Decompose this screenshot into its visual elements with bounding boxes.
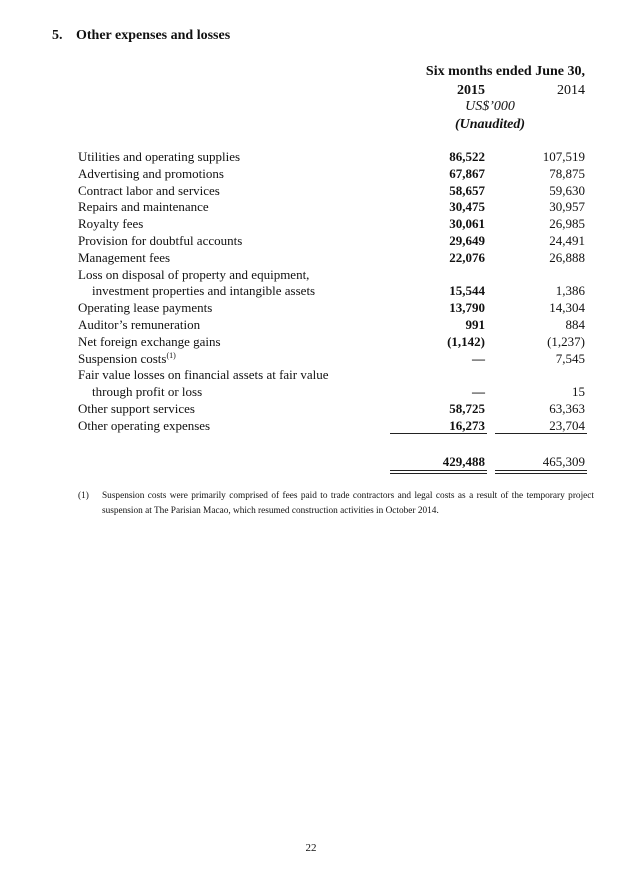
table-row [78, 300, 592, 317]
value-2015: 15,544 [449, 283, 485, 299]
value-2014: 1,386 [555, 283, 585, 299]
table-row [78, 367, 592, 384]
total-double-rule-2014-a [495, 470, 587, 471]
value-2015: 16,273 [449, 417, 485, 433]
row-label: through profit or loss [92, 384, 203, 400]
value-2014: 14,304 [549, 300, 585, 316]
value-2015: 58,657 [449, 182, 485, 198]
audit-status: (Unaudited) [455, 117, 525, 132]
total-double-rule-2015-a [390, 470, 487, 471]
row-label: Net foreign exchange gains [78, 333, 221, 349]
expenses-table [78, 149, 592, 435]
value-2015: — [472, 350, 485, 366]
row-label: Advertising and promotions [78, 165, 224, 181]
row-label: Management fees [78, 249, 171, 265]
row-label: Auditor’s remuneration [78, 316, 201, 332]
subtotal-rule-2014 [495, 433, 587, 434]
section-title: Other expenses and losses [76, 28, 231, 43]
row-label: Utilities and operating supplies [78, 149, 241, 164]
value-2014: 63,363 [549, 400, 585, 416]
value-2015: 58,725 [449, 400, 485, 416]
value-2014: 884 [565, 316, 585, 332]
row-label: Royalty fees [78, 216, 144, 232]
footnote [78, 489, 594, 519]
value-2014: 26,888 [549, 249, 585, 265]
value-2015: 29,649 [449, 232, 485, 248]
value-2014: 78,875 [549, 165, 585, 181]
value-2014: 24,491 [549, 232, 585, 248]
value-2014: 107,519 [542, 149, 585, 164]
total-2014: 465,309 [542, 454, 585, 469]
table-row [78, 199, 592, 216]
period-header: Six months ended June 30, [425, 64, 585, 79]
value-2014: 23,704 [549, 417, 585, 433]
value-2015: 30,475 [449, 199, 485, 215]
value-2015: 67,867 [449, 165, 485, 181]
year-2014-header: 2014 [557, 83, 585, 98]
value-2015: 86,522 [449, 149, 485, 164]
year-2015-header: 2015 [457, 83, 485, 98]
table-row [78, 149, 592, 166]
row-label: Suspension costs$^{(1)}$ [78, 350, 176, 366]
row-label: Other operating expenses [78, 417, 211, 433]
row-label: Fair value losses on financial assets at fair value [78, 367, 329, 383]
page-number: 22 [305, 842, 317, 854]
subtotal-rule-2015 [390, 433, 487, 434]
row-label: Repairs and maintenance [78, 199, 209, 215]
table-row [78, 233, 592, 250]
row-label: Loss on disposal of property and equipment, [78, 266, 310, 282]
value-2015: 13,790 [449, 300, 485, 316]
currency-unit: US$’000 [465, 99, 515, 114]
value-2015: 22,076 [449, 249, 485, 265]
row-label: investment properties and intangible assets [92, 283, 316, 299]
table-row [78, 216, 592, 233]
footnote-ref: (1) [166, 350, 176, 360]
value-2015: — [472, 384, 485, 400]
value-2015: (1,142) [447, 333, 485, 349]
value-2014: 26,985 [549, 216, 585, 232]
row-label: Operating lease payments [78, 300, 213, 316]
value-2014: 30,957 [549, 199, 585, 215]
table-row [78, 334, 592, 351]
row-label: Provision for doubtful accounts [78, 232, 243, 248]
table-row [78, 283, 592, 300]
table-row [78, 267, 592, 284]
row-label: Contract labor and services [78, 182, 220, 198]
footnote-number: (1) [78, 491, 89, 501]
footnote-text: Suspension costs were primarily comprised of fees paid to trade contractors and legal costs as a result of the temporary project suspension at The Parisian Macao, which resumed construction activities in October 2014. [102, 491, 594, 516]
section-heading [52, 28, 230, 44]
value-2014: 7,545 [555, 350, 585, 366]
total-double-rule-2014-b [495, 473, 587, 474]
table-row [78, 401, 592, 418]
section-number: 5. [52, 28, 63, 43]
total-double-rule-2015-b [390, 473, 487, 474]
value-2015: 991 [465, 316, 485, 332]
table-row [78, 384, 592, 401]
table-row [78, 351, 592, 368]
table-row [78, 183, 592, 200]
value-2014: 59,630 [549, 182, 585, 198]
table-row [78, 250, 592, 267]
table-row [78, 317, 592, 334]
value-2014: (1,237) [547, 333, 585, 349]
total-2015: 429,488 [442, 454, 485, 469]
value-2015: 30,061 [449, 216, 485, 232]
row-label: Other support services [78, 400, 195, 416]
value-2014: 15 [572, 384, 585, 400]
table-row [78, 166, 592, 183]
